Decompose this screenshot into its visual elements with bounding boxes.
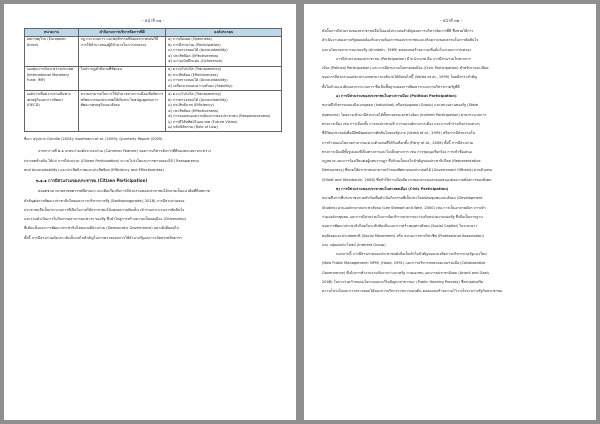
principle-item: ๓) ประสิทธิภาพ (Efficiency) [167, 103, 214, 108]
subsection-heading: ๑) การมีส่วนร่วมของประชาชนในทางการเมือง (Political Participation) [336, 94, 457, 99]
principle-item: ๔) ประสิทธิผล (Effectiveness) [167, 108, 219, 113]
principle-item: ๔) ประสิทธิผล (Effectiveness) [167, 53, 219, 58]
paragraph-line: Agencies) โดยอาจเข้ามามีส่วนร่วมได้ทั้งทางตรงและทางอ้อม (Indirect Participation) ผ่านกระบวนการ [322, 112, 487, 117]
principle-item: ๒) ประสิทธิผล (Effectiveness) [167, 72, 218, 77]
paragraph-line: ดังนั้นการมีส่วนร่วมของประชาชนจึงเป็นองค์ประกอบสำคัญของการบริหารจัดการที่ดี ซึ่งช่วยให้การ [322, 29, 474, 33]
table-row [25, 91, 282, 132]
paragraph-line: Democracy) ที่ช่วยให้ประชาชนสามารถกำหนดทิศทางของประเทศได้ (Government Officials) ผ่านตัวแทน [322, 168, 492, 173]
definition-cell: ไม่ปรากฏคำนิยามที่ชัดเจน [78, 66, 165, 91]
principle-item: ๕) การตอบสนองความต้องการของประชาชน (Responsiveness) [167, 114, 271, 119]
body-paragraph [322, 93, 580, 183]
table-row [25, 66, 282, 91]
body-paragraph [322, 28, 580, 53]
body-paragraph [24, 148, 282, 173]
paragraph-line: หมายถึงการที่ประชาชนรวมตัวกันเพื่อดำเนินกิจกรรมที่เป็นประโยชน์ต่อชุมชนและสังคม (Development [322, 196, 483, 201]
agency-cell: องค์การเพื่อความร่วมมือทางเศรษฐกิจและการพัฒนา (OECD) [25, 91, 79, 132]
principle-item: ๒) การมีส่วนร่วม (Participation) [167, 42, 221, 47]
paragraph-line: นอกจากนี้ การมีส่วนร่วมของประชาชนยังถือเป็นหัวใจสำคัญของแนวคิดการบริหารภาครัฐแนวใหม่ [336, 252, 487, 257]
paragraph-line: สำคัญต่อการพัฒนาประชาธิปไตยและการบริหารภาครัฐ (Sadhipongpradej, 2018) การมีส่วนร่วมของ [24, 198, 185, 203]
paragraph-line: หมายถึงกิจกรรมของปัจเจกบุคคล (Individual) หรือกลุ่มบุคคล (Group) และหน่วยงานของรัฐ (State [322, 103, 479, 108]
paragraph-line: ของการมีส่วนร่วมแต่ละประเภทสามารถอธิบายได้ดังต่อไปนี้ (Verba et al., 1995) โดยมีสาระสำคัญ [322, 75, 478, 80]
page-number: - หน้าที่ ๓๒ - [439, 18, 463, 23]
principles-cell [166, 91, 282, 132]
principle-item: ๔) เสถียรภาพและความมั่นคง (Stability) [167, 83, 233, 88]
paragraph-line: ประเทศข้างต้น ได้แก่ การมีส่วนร่วม (Citizen Participation) ความโปร่งใสและการตรวจสอบได้ (Transparency [24, 158, 200, 163]
definition-cell: ความสามารถในการใช้อำนาจทางการเมืองเพื่อจัดการทรัพยากรของประเทศให้เกิดประโยชน์สูงสุดต่อการพัฒนาเศรษฐกิจและสังคม [78, 91, 165, 132]
column-header-agency: หน่วยงาน [25, 29, 79, 37]
table-header-row [25, 29, 282, 37]
principles-cell [166, 36, 282, 66]
paragraph-line: เมือง (Political Participation) และการมีส่วนร่วมในทางพลเมือง (Civic Participation) สำหรับรายละเอียด [322, 66, 489, 71]
paragraph-line: Governance) ที่เน้นการทำงานร่วมกันระหว่างภาครัฐ ภาคเอกชน และภาคประชาสังคม (Ansell and Gash, [322, 270, 490, 275]
principle-item: ๕) ความเป็นปึกแผ่น (Coherence) [167, 59, 223, 64]
paragraph-line: ที่มีวัตถุประสงค์เพื่อมีอิทธิพลต่อการตัดสินใจของรัฐบาล (Verba et al., 1995) หรือการมีส่วนร่วมใน [322, 131, 476, 136]
paragraph-line: ประชาชนจึงเป็นกระบวนการที่เปิดโอกาสให้ประชาชนได้แสดงความคิดเห็น เข้าร่วมกระบวนการตัดสินใจ [24, 207, 185, 212]
principle-item: ๓) การตรวจสอบได้ (Accountability) [167, 78, 228, 83]
paragraph-line: 2008) ในการร่วมกำหนดนโยบายและแก้ไขปัญหาสาธารณะ (Public Hearing Process) ซึ่งช่วยส่งเสริม [322, 280, 484, 285]
agency-cell: กองทุนการเงินระหว่างประเทศ (International Monetary Fund: IMF) [25, 66, 79, 91]
paragraph-line: กฎหมาย และการร้องเรียนต่อผู้แทนราษฎร ซึ่งล้วนเป็นกลไกสำคัญของประชาธิปไตย (Representative [322, 159, 481, 164]
paragraph-line: Studies) ผ่านองค์กรภาคประชาสังคม (Lee Stewart and Weir, 2000) เช่น การเป็นอาสาสมัคร การเข้า [322, 205, 486, 210]
principle-item: ๑) ความโปร่งใส (Transparency) [167, 92, 222, 97]
paragraph-line: ทางการเมือง เช่น การเลือกตั้ง การลงประชามติ การรณรงค์ทางการเมือง และการเข้าร่วมกิจกรรมต่างๆ [322, 121, 480, 126]
principle-item: ๑) ความโปร่งใส (Transparency) [167, 67, 222, 72]
paragraph-line: ทั้งนี้ การมีส่วนร่วมดังกล่าวยังเป็นกลไกสำคัญในการตรวจสอบการใช้อำนาจรัฐและการจัดสรรทรัพยากร [24, 235, 182, 240]
principle-item: ๒) การตรวจสอบได้ (Accountability) [167, 97, 228, 102]
paragraph-line: การมีส่วนร่วมของประชาชน (Participation) มี ๒ ประเภท คือ การมีส่วนร่วมในทางการ [336, 56, 471, 61]
table-source-note: ที่มา: สรุปจาก Grindle (2004); Kaufmann et al. (2009); Quarterly Report (2005) [24, 137, 163, 142]
paragraph-line: และร่วมดำเนินการในกิจกรรมสาธารณะต่างๆ ของรัฐ ซึ่งนำไปสู่การสร้างความเป็นพลเมือง (Citizenship) [24, 217, 186, 222]
principle-item: ๑) การเปิดเผย (Openness) [167, 37, 212, 42]
column-header-definition: คำนิยามการบริหารจัดการที่ดี [78, 29, 165, 37]
paragraph-line: ทั้งในด้านแนวคิดและกระบวนการ ซึ่งเป็นพื้นฐานของการพัฒนาระบบการบริหารภาครัฐที่ดี [322, 84, 460, 89]
paragraph-line: ทางการเมืองมีทั้งรูปแบบที่เป็นทางการและไม่เป็นทางการ เช่น การชุมนุมเรียกร้อง การเข้าชื่อเสนอ [322, 149, 472, 154]
subsection-heading: ๒) การมีส่วนร่วมของประชาชนในทางพลเมือง (Civic Participation) [336, 187, 449, 192]
paragraph-line: ต่อสังคมและประเทศชาติ (Social Movement) หรือ ขบวนการทางวิชาชีพ (Professional Association) [322, 233, 484, 238]
paragraph-line: ตลอดช่วงเวลาหลายทศวรรษที่ผ่านมา แนวคิดเกี่ยวกับการมีส่วนร่วมของประชาชนได้กลายเป็นแนวคิดที่มีบทบาท [38, 189, 210, 194]
section-heading: ๒.๑.๑ การมีส่วนร่วมของประชาชน (Citizen Participation) [36, 178, 148, 184]
paragraph-line: (Elliott and Steinbaum, 2008) ซึ่งทำให้การเมืองมีความชอบธรรมและตอบสนองต่อความต้องการของสังคม [322, 177, 492, 182]
paragraph-line: (New Public Management: NPM) (Hood, 1991) และการบริหารปกครองแบบร่วมมือ (Collaborative [322, 261, 486, 266]
body-paragraph [322, 56, 580, 90]
paragraph-line: จากตารางที่ ๒-๑ จะพบว่าองค์ประกอบร่วม (Common Feature) ของการบริหารจัดการที่ดีของหน่วยงานระหว่าง [38, 149, 211, 154]
paragraph-line: การกำหนดนโยบายสาธารณะผ่านตัวแทนที่ได้รับเลือกตั้ง (Pany et al., 2008) ทั้งนี้ การมีส่วนร่วม [322, 140, 474, 145]
governance-definitions-table [24, 28, 282, 132]
body-paragraph [322, 251, 580, 294]
paragraph-line: and Accountability) และประสิทธิภาพและประสิทธิผล (Efficiency and Effectiveness) [24, 167, 164, 172]
body-paragraph [322, 186, 580, 248]
table-row [25, 36, 282, 66]
left-page [4, 4, 296, 420]
definition-cell: กฎ กระบวนการ และพฤติกรรมที่ส่งผลกระทบต่อวิธีการใช้อำนาจของผู้มีอำนาจในการปกครอง [78, 36, 165, 66]
paragraph-line: ความโปร่งใสและการตรวจสอบได้ของการบริหารราชการแผ่นดิน ตลอดจนสร้างความไว้วางใจระหว่างรัฐกับประชาชน [322, 289, 503, 294]
paragraph-line: และนโยบายสาธารณะของรัฐ (Arnstein, 1969) ตลอดจนสร้างความเชื่อมั่นในระบบการปกครอง [322, 47, 472, 52]
page-number: - หน้าที่ ๓๑ - [141, 18, 165, 23]
principle-item: ๖) การมีวิสัยทัศน์ในอนาคต (Future Vision) [167, 119, 238, 124]
paragraph-line: และ กลุ่มผลประโยชน์ (Interest Group) [322, 242, 386, 247]
paragraph-line: ดำเนินงานของภาครัฐสอดคล้องกับความต้องการของประชาชนและเกิดความชอบธรรมในการตัดสินใจ [322, 38, 479, 43]
principle-item: ๓) การตรวจสอบได้ (Accountability) [167, 48, 228, 53]
body-paragraph [24, 188, 282, 241]
paragraph-line: ของการพัฒนาประชาธิปไตยในระดับท้องถิ่นและการสร้างทุนทางสังคม (Social Capital) ในระยะยาว [322, 224, 478, 229]
agency-cell: สหภาพยุโรป (European Union) [25, 36, 79, 66]
principle-item: ๗) หลักนิติธรรม (Rule of Law) [167, 125, 218, 130]
paragraph-line: ที่เข้มแข็งและการพัฒนาประชาธิปไตยแบบมีส่วนร่วม (Democratic Governance) อย่างยั่งยืนต่อไป [24, 226, 179, 231]
paragraph-line: ร่วมองค์กรชุมชน และการมีส่วนร่วมในการจัดบริการสาธารณะร่วมกับหน่วยงานของรัฐ ซึ่งถือเป็นรากฐาน [322, 214, 483, 219]
right-page [304, 4, 596, 420]
column-header-principles: องค์ประกอบ [166, 29, 282, 37]
principles-cell [166, 66, 282, 91]
